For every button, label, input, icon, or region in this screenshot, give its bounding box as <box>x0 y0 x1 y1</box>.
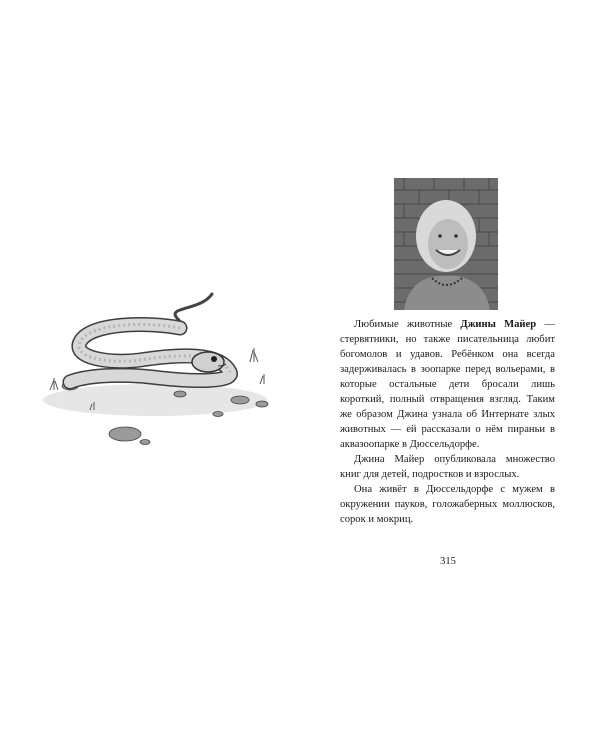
bio-paragraph-3: Она живёт в Дюссельдорфе с мужем в окружении пауков, голожаберных моллюсков, сорок и мокриц. <box>340 484 555 525</box>
snake-illustration <box>30 282 280 450</box>
author-bio <box>340 317 555 527</box>
author-portrait <box>394 178 498 310</box>
bio-paragraph-1: Любимые животные Джины Майер — стервятники, но также писательница любит богомолов и удавов. Ребёнком она всегда задерживалась в зоопарке перед вольерами, в которые остальные дети бросали лишь короткий, полный отвращения взгляд. Таким же образом Джина узнала об Интернате злых животных — ей рассказали о нём пираньи в аквазоопарке в Дюссельдорфе. <box>340 319 555 450</box>
page-number: 315 <box>440 556 456 567</box>
bio-paragraph-2: Джина Майер опубликовала множество книг для детей, подростков и взрослых. <box>340 454 555 480</box>
author-name: Джины Майер <box>460 319 537 330</box>
